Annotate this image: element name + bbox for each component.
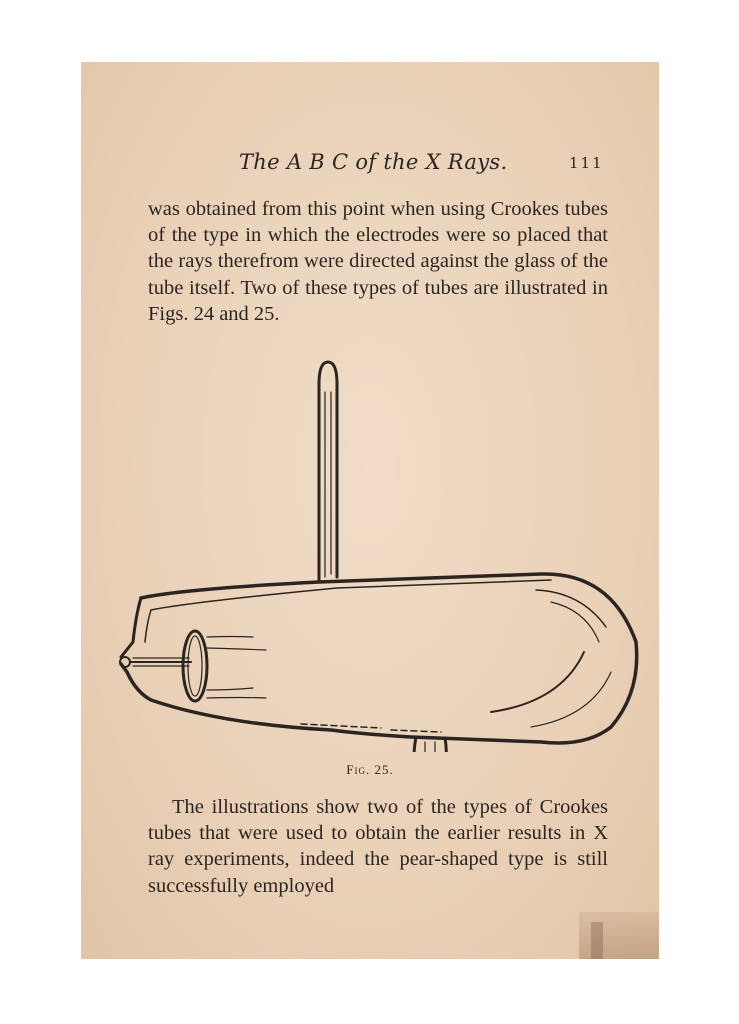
- running-title: The A B C of the X Rays.: [239, 150, 508, 174]
- figure-caption: Fig. 25.: [346, 762, 394, 777]
- page-header: [81, 150, 659, 180]
- paragraph-2: The illustrations show two of the types of Crookes tubes that were used to obtain the earlier results in X ray experiments, indeed the pear-shaped type is still successfully employed: [148, 796, 608, 897]
- book-page: [81, 62, 659, 959]
- crookes-tube-drawing: [81, 352, 659, 752]
- crookes-tube-illustration: [81, 352, 659, 752]
- page-stain-mark: [591, 922, 603, 959]
- paragraph-1: was obtained from this point when using Crookes tubes of the type in which the electrodes were so placed that the rays therefrom were directed against the glass of the tube itself. Two of these types of tubes are illustrated in Figs. 24 and 25.: [148, 198, 608, 325]
- page-number: 111: [569, 154, 604, 172]
